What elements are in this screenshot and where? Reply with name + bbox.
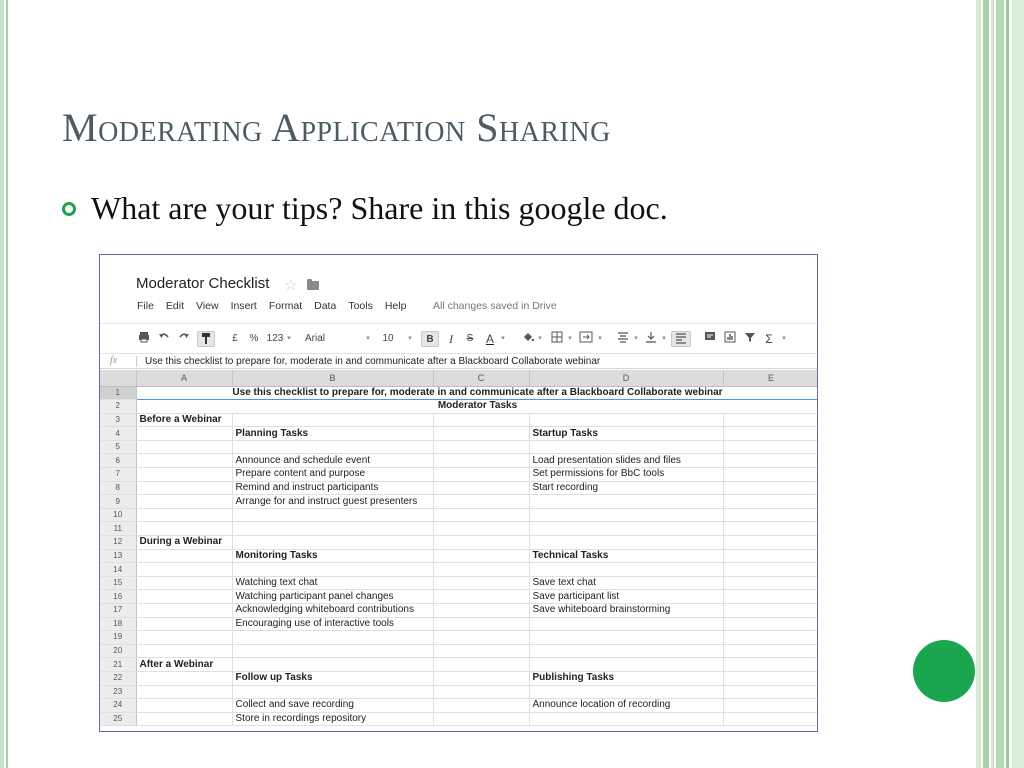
menu-view[interactable]: View [196, 300, 219, 312]
cell-b[interactable]: Acknowledging whiteboard contributions [232, 604, 433, 618]
cell-a[interactable] [136, 631, 232, 645]
row-header[interactable]: 8 [100, 481, 136, 495]
cell-d[interactable]: Technical Tasks [529, 549, 723, 563]
cell-b[interactable]: Planning Tasks [232, 427, 433, 441]
bullet-circle-icon [62, 202, 76, 216]
cell-a[interactable] [136, 440, 232, 454]
table-row [100, 468, 818, 482]
bullet-text: What are your tips? Share in this google doc. [91, 189, 668, 226]
cell-a[interactable] [136, 549, 232, 563]
table-row [100, 495, 818, 509]
column-header[interactable]: A [136, 370, 232, 386]
cell-b[interactable] [232, 508, 433, 522]
column-header[interactable]: E [723, 370, 818, 386]
table-row [100, 699, 818, 713]
cell-e[interactable] [723, 508, 818, 522]
cell-e[interactable] [723, 468, 818, 482]
table-row [100, 685, 818, 699]
formula-bar [100, 353, 818, 369]
table-row [100, 617, 818, 631]
cell-a[interactable] [136, 604, 232, 618]
cell-d[interactable] [529, 631, 723, 645]
cell-c[interactable] [433, 604, 529, 618]
menu-insert[interactable]: Insert [230, 300, 257, 312]
cell-a[interactable] [136, 712, 232, 726]
fill-color-icon[interactable] [521, 331, 535, 347]
cell-c[interactable] [433, 454, 529, 468]
cell-a[interactable] [136, 522, 232, 536]
cell-d[interactable] [529, 508, 723, 522]
cell-b[interactable]: Encouraging use of interactive tools [232, 617, 433, 631]
row-header[interactable]: 18 [100, 617, 136, 631]
cell-a[interactable] [136, 427, 232, 441]
row-header[interactable]: 13 [100, 549, 136, 563]
cell-c[interactable] [433, 576, 529, 590]
cell-a[interactable] [136, 671, 232, 685]
cell-a[interactable] [136, 644, 232, 658]
cell-e[interactable] [723, 563, 818, 577]
cell-c[interactable] [433, 671, 529, 685]
cell-c[interactable] [433, 536, 529, 550]
italic-button[interactable]: I [449, 332, 453, 346]
cell-c[interactable] [433, 522, 529, 536]
cell-e[interactable] [723, 712, 818, 726]
cell-a[interactable] [136, 685, 232, 699]
row-header[interactable]: 16 [100, 590, 136, 604]
cell-c[interactable] [433, 427, 529, 441]
print-icon[interactable] [137, 331, 151, 347]
wrap-text-icon[interactable] [671, 331, 691, 347]
cell-e[interactable] [723, 454, 818, 468]
cell-b[interactable]: Collect and save recording [232, 699, 433, 713]
row-header[interactable]: 25 [100, 712, 136, 726]
cell-a[interactable] [136, 481, 232, 495]
cell-c[interactable] [433, 590, 529, 604]
slide-title: Moderating Application Sharing [62, 105, 611, 150]
cell-c[interactable] [433, 658, 529, 672]
cell-b[interactable] [232, 413, 433, 427]
cell-e[interactable] [723, 440, 818, 454]
cell-a[interactable] [136, 617, 232, 631]
chevron-down-icon[interactable]: ▾ [662, 335, 666, 342]
cell-d[interactable] [529, 685, 723, 699]
sum-button[interactable]: Σ [765, 332, 773, 346]
bold-button[interactable]: B [421, 331, 439, 347]
filter-icon[interactable] [743, 331, 757, 347]
cell-d[interactable] [529, 617, 723, 631]
chart-icon[interactable] [723, 331, 737, 347]
table-row [100, 576, 818, 590]
chevron-down-icon[interactable]: ▾ [408, 335, 412, 342]
chevron-down-icon[interactable]: ▾ [366, 335, 370, 342]
row-header[interactable]: 21 [100, 658, 136, 672]
cell-d[interactable] [529, 712, 723, 726]
table-row [100, 658, 818, 672]
menu-bar [137, 300, 418, 314]
number-format-button[interactable]: 123 [266, 333, 284, 344]
chevron-down-icon[interactable]: ▾ [568, 335, 572, 342]
table-row [100, 400, 818, 414]
row-header[interactable]: 4 [100, 427, 136, 441]
chevron-down-icon[interactable]: ▾ [782, 335, 786, 342]
cell-d[interactable]: Announce location of recording [529, 699, 723, 713]
cell-e[interactable] [723, 604, 818, 618]
save-status: All changes saved in Drive [433, 300, 557, 312]
cell-b[interactable]: Watching text chat [232, 576, 433, 590]
cell-d[interactable] [529, 495, 723, 509]
cell-b[interactable]: Watching participant panel changes [232, 590, 433, 604]
table-row [100, 563, 818, 577]
menu-help[interactable]: Help [384, 300, 407, 312]
row-header[interactable]: 17 [100, 604, 136, 618]
row-header[interactable]: 1 [100, 386, 136, 400]
cell-d[interactable]: Load presentation slides and files [529, 454, 723, 468]
percent-format-button[interactable]: % [249, 333, 259, 344]
cell-c[interactable] [433, 712, 529, 726]
cell-c[interactable] [433, 563, 529, 577]
cell-b[interactable] [232, 440, 433, 454]
cell-d[interactable] [529, 563, 723, 577]
table-row [100, 413, 818, 427]
cell-e[interactable] [723, 590, 818, 604]
font-size-select[interactable]: 10 [382, 333, 394, 344]
selected-cell-banner[interactable]: Use this checklist to prepare for, moderate in and communicate after a Blackboard Collaborate webinar [136, 386, 818, 400]
spreadsheet-screenshot [99, 254, 818, 732]
cell-b[interactable] [232, 658, 433, 672]
strikethrough-button[interactable]: S [466, 333, 474, 344]
cell-c[interactable] [433, 508, 529, 522]
font-select[interactable]: Arial [305, 333, 326, 344]
undo-icon[interactable] [157, 331, 171, 347]
slide-left-border [0, 0, 8, 768]
column-header[interactable]: C [433, 370, 529, 386]
cell-c[interactable] [433, 481, 529, 495]
cell-e[interactable] [723, 631, 818, 645]
table-row [100, 386, 818, 400]
table-row [100, 604, 818, 618]
row-header[interactable]: 2 [100, 400, 136, 414]
align-icon[interactable] [616, 331, 630, 347]
cell-a[interactable] [136, 576, 232, 590]
table-row [100, 631, 818, 645]
menu-tools[interactable]: Tools [348, 300, 373, 312]
cell-d[interactable]: Publishing Tasks [529, 671, 723, 685]
row-header[interactable]: 10 [100, 508, 136, 522]
comment-icon[interactable] [703, 331, 717, 347]
row-header[interactable]: 6 [100, 454, 136, 468]
cell-d[interactable] [529, 644, 723, 658]
row-header[interactable]: 22 [100, 671, 136, 685]
cell-e[interactable] [723, 522, 818, 536]
cell-b[interactable] [232, 631, 433, 645]
row-header[interactable]: 7 [100, 468, 136, 482]
cell-e[interactable] [723, 536, 818, 550]
column-header[interactable]: B [232, 370, 433, 386]
fx-icon: fx [110, 355, 118, 366]
spreadsheet-grid [100, 370, 818, 726]
cell-e[interactable] [723, 549, 818, 563]
cell-d[interactable] [529, 413, 723, 427]
row-header[interactable]: 19 [100, 631, 136, 645]
cell-d[interactable] [529, 522, 723, 536]
cell-e[interactable] [723, 617, 818, 631]
cell-c[interactable] [433, 468, 529, 482]
cell-b[interactable]: Announce and schedule event [232, 454, 433, 468]
cell-b[interactable]: Follow up Tasks [232, 671, 433, 685]
cell-a[interactable] [136, 508, 232, 522]
table-row [100, 549, 818, 563]
table-row [100, 508, 818, 522]
table-row [100, 427, 818, 441]
cell-a[interactable] [136, 699, 232, 713]
cell-a[interactable]: Before a Webinar [136, 413, 232, 427]
cell-a[interactable] [136, 495, 232, 509]
cell-e[interactable] [723, 481, 818, 495]
redo-icon[interactable] [177, 331, 191, 347]
cell-e[interactable] [723, 671, 818, 685]
cell-d[interactable] [529, 658, 723, 672]
chevron-down-icon[interactable]: ▾ [538, 335, 542, 342]
merge-cells-icon[interactable] [578, 331, 594, 347]
cell-b[interactable]: Monitoring Tasks [232, 549, 433, 563]
document-title[interactable]: Moderator Checklist [136, 275, 270, 292]
cell-a[interactable] [136, 468, 232, 482]
table-row [100, 536, 818, 550]
cell-a[interactable] [136, 563, 232, 577]
cell-d[interactable]: Save participant list [529, 590, 723, 604]
cell-b[interactable]: Store in recordings repository [232, 712, 433, 726]
row-header[interactable]: 3 [100, 413, 136, 427]
row-header[interactable]: 14 [100, 563, 136, 577]
cell-d[interactable] [529, 536, 723, 550]
bullet-item [62, 186, 668, 230]
cell-b[interactable]: Arrange for and instruct guest presenters [232, 495, 433, 509]
row-header[interactable]: 20 [100, 644, 136, 658]
row-header[interactable]: 9 [100, 495, 136, 509]
row-header[interactable]: 23 [100, 685, 136, 699]
chevron-down-icon[interactable]: ▾ [287, 335, 291, 342]
cell-c[interactable] [433, 644, 529, 658]
cell-a[interactable] [136, 590, 232, 604]
row-header[interactable]: 11 [100, 522, 136, 536]
menu-data[interactable]: Data [314, 300, 337, 312]
chevron-down-icon[interactable]: ▾ [634, 335, 638, 342]
table-row [100, 712, 818, 726]
cell-e[interactable] [723, 699, 818, 713]
slide-right-border [976, 0, 1024, 768]
row-header[interactable]: 5 [100, 440, 136, 454]
folder-icon[interactable] [307, 281, 319, 290]
cell-b[interactable] [232, 536, 433, 550]
toolbar [100, 324, 818, 354]
cell-e[interactable] [723, 427, 818, 441]
column-header[interactable]: D [529, 370, 723, 386]
paint-format-icon[interactable] [197, 331, 215, 347]
cell-c[interactable] [433, 617, 529, 631]
menu-file[interactable]: File [137, 300, 154, 312]
cell-c[interactable] [433, 413, 529, 427]
chevron-down-icon[interactable]: ▾ [598, 335, 602, 342]
cell-b[interactable] [232, 563, 433, 577]
row-header[interactable]: 15 [100, 576, 136, 590]
cell-d[interactable]: Set permissions for BbC tools [529, 468, 723, 482]
borders-icon[interactable] [550, 331, 564, 347]
cell-c[interactable] [433, 495, 529, 509]
cell-d[interactable]: Save text chat [529, 576, 723, 590]
cell-a[interactable]: During a Webinar [136, 536, 232, 550]
chevron-down-icon[interactable]: ▾ [501, 335, 505, 342]
table-row [100, 481, 818, 495]
row-header[interactable]: 24 [100, 699, 136, 713]
table-row [100, 454, 818, 468]
menu-format[interactable]: Format [268, 300, 303, 312]
cell-c[interactable] [433, 440, 529, 454]
cell-b[interactable]: Remind and instruct participants [232, 481, 433, 495]
cell-d[interactable]: Save whiteboard brainstorming [529, 604, 723, 618]
cell-b[interactable] [232, 644, 433, 658]
table-row [100, 522, 818, 536]
cell-c[interactable] [433, 631, 529, 645]
cell-d[interactable] [529, 440, 723, 454]
cell-e[interactable] [723, 685, 818, 699]
formula-input[interactable]: Use this checklist to prepare for, moderate in and communicate after a Blackboard Collaborate webinar [145, 356, 601, 367]
table-row [100, 440, 818, 454]
cell-a[interactable]: After a Webinar [136, 658, 232, 672]
cell-d[interactable]: Start recording [529, 481, 723, 495]
corner-cell[interactable] [100, 370, 136, 386]
currency-format-button[interactable]: £ [232, 333, 238, 344]
cell-e[interactable] [723, 576, 818, 590]
cell-e[interactable] [723, 413, 818, 427]
cell-a[interactable] [136, 454, 232, 468]
cell-c[interactable] [433, 549, 529, 563]
cell-b[interactable]: Prepare content and purpose [232, 468, 433, 482]
cell-b[interactable] [232, 685, 433, 699]
cell-c[interactable] [433, 699, 529, 713]
menu-edit[interactable]: Edit [165, 300, 185, 312]
cell-e[interactable] [723, 644, 818, 658]
moderator-tasks-heading[interactable]: Moderator Tasks [136, 400, 818, 414]
cell-e[interactable] [723, 658, 818, 672]
table-row [100, 671, 818, 685]
cell-d[interactable]: Startup Tasks [529, 427, 723, 441]
decorative-green-circle [913, 640, 975, 702]
cell-c[interactable] [433, 685, 529, 699]
table-row [100, 590, 818, 604]
text-color-button[interactable]: A [485, 332, 494, 346]
vertical-align-icon[interactable] [644, 331, 658, 347]
row-header[interactable]: 12 [100, 536, 136, 550]
table-row [100, 644, 818, 658]
cell-b[interactable] [232, 522, 433, 536]
star-icon[interactable]: ☆ [284, 277, 298, 294]
cell-e[interactable] [723, 495, 818, 509]
